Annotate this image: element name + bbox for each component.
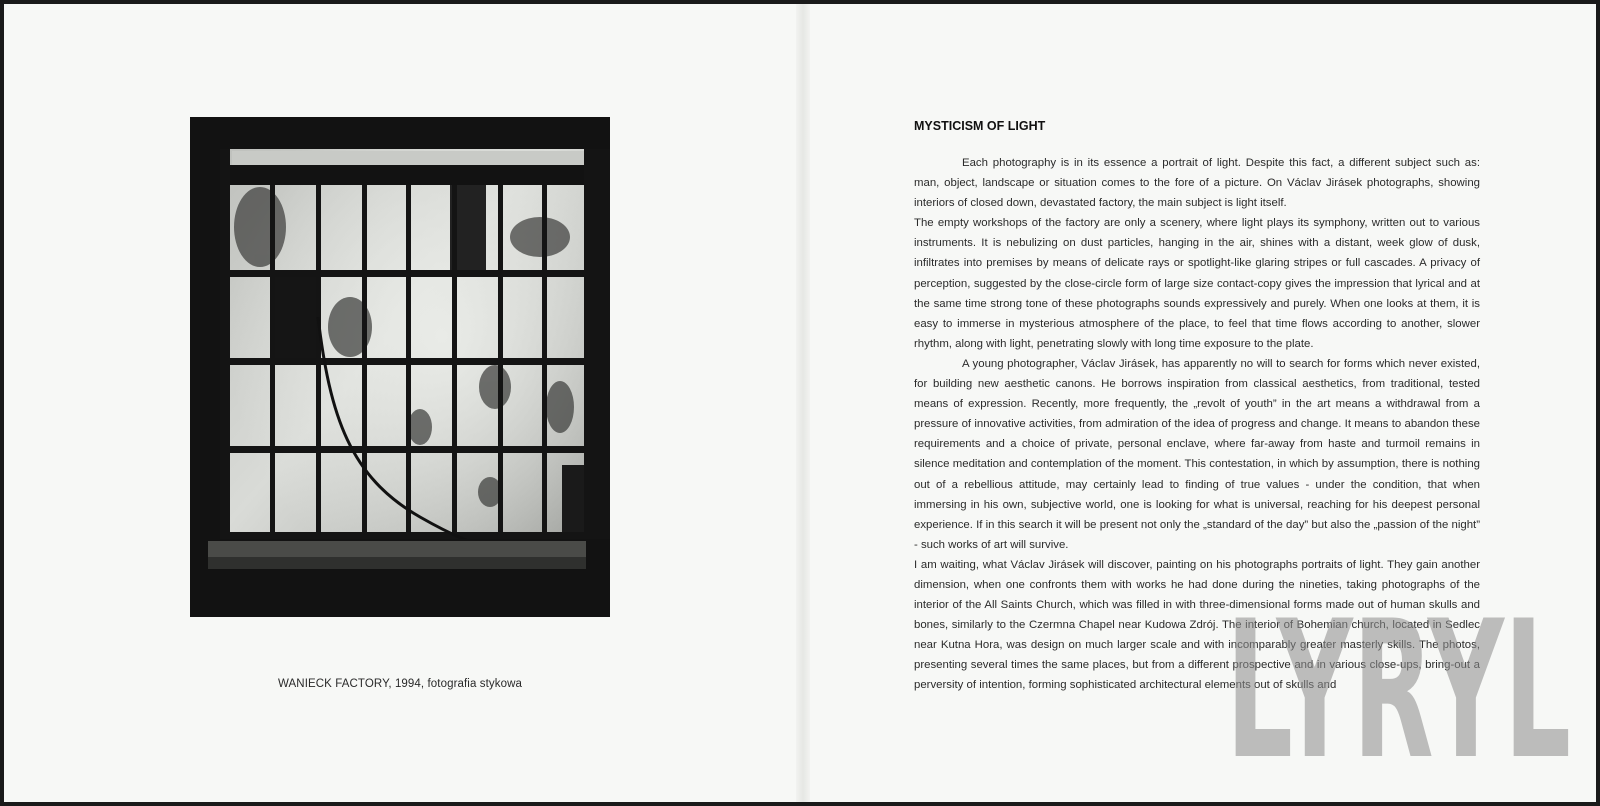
photo-caption: WANIECK FACTORY, 1994, fotografia stykowa [278,678,522,690]
book-spread [4,4,1596,802]
essay-paragraph: A young photographer, Václav Jirásek, has apparently no will to search for forms which never existed, for building new aesthetic canons. He borrows inspiration from classical aesthetics, from traditional, tested means of expression. Recently, more frequently, the „revolt of youth” in the art means a withdrawal from a pressure of innovative activities, from admiration of the idea of progress and change. It means to abandon these requirements and a choice of private, personal enclave, where far-away from haste and turmoil remains in silence meditation and contemplation of the moment. This contestation, in which by assumption, there is nothing out of a rebellious attitude, may certainly lead to finding of true values - under the condition, that when immersing in his own, subjective world, one is looking for what is universal, reaching for his deepest personal experience. If in this search it will be present not only the „standard of the day” but also the „passion of the night” - such works of art will survive. [914,357,1480,551]
essay-body [914,153,1480,696]
essay-paragraph: I am waiting, what Václav Jirásek will discover, painting on his photographs portraits of light. They gain another dimension, when one confronts them with works he had done during the nineties, taking photographs of the interior of the All Saints Church, which was filled in with three-dimensional forms made out of human skulls and bones, similarly to the Czermna Chapel near Kudowa Zdrój. The interior of Bohemian church, located in Sedlec near Kutna Hora, was design on much larger scale and with incomparably greater masterly skills. The photos, presenting several times the same places, but from a different prospective and in various close-ups, bring-out a perversity of intention, forming sophisticated architectural elements out of skulls and [914,558,1480,692]
factory-window-photo [190,117,610,617]
watermark-text: LYRYL [1226,616,1571,764]
essay-paragraph: Each photography is in its essence a portrait of light. Despite this fact, a different subject such as: man, object, landscape or situation comes to the fore of a picture. On Václav Jirásek photographs, showing interiors of closed down, devastated factory, the main subject is light itself. [914,157,1480,210]
essay-heading: MYSTICISM OF LIGHT [914,119,1046,133]
essay-paragraph: The empty workshops of the factory are only a scenery, where light plays its symphony, written out to various instruments. It is nebulizing on dust particles, hanging in the air, shines with a distant, week glow of dusk, infiltrates into premises by means of delicate rays or spotlight-like glaring stripes or full cascades. A privacy of perception, suggested by the close-circle form of large size contact-copy gives the impression that lyrical and at the same time strong tone of these photographs sounds expressively and purely. When one looks at them, it is easy to immerse in mysterious atmosphere of the place, to feel that time flows according to another, slower rhythm, along with light, penetrating slowly with long time exposure to the plate. [914,217,1480,350]
page-gutter [796,4,810,802]
library-watermark [1226,616,1571,764]
